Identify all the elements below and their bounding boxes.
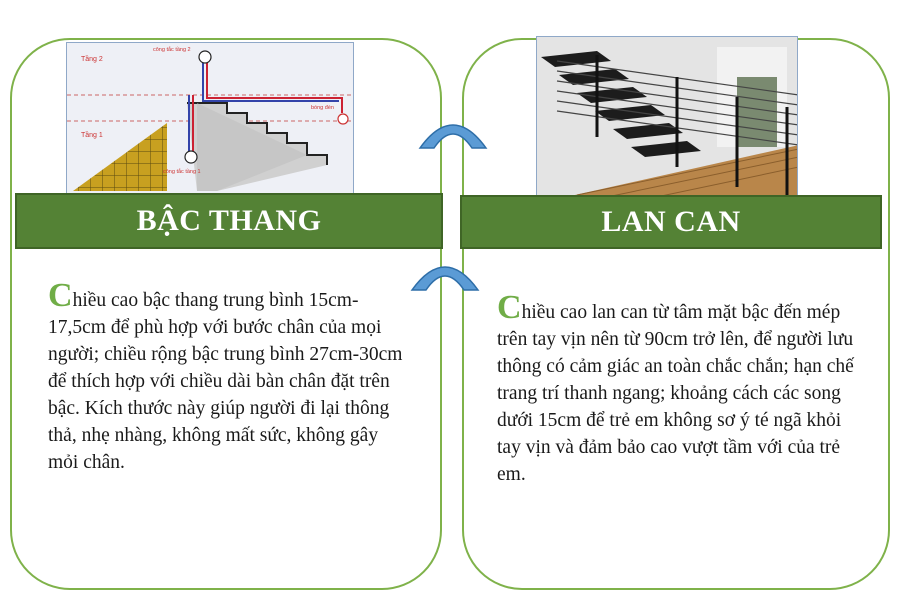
- diagram-lamp-label: bóng đèn: [311, 105, 334, 111]
- railing-dropcap: C: [497, 289, 522, 326]
- railing-description-text: hiều cao lan can từ tâm mặt bậc đến mép trên tay vịn nên từ 90cm trở lên, để người lưu thông có cảm giác an toàn chắc chắn; hạn chế trang trí thanh ngang; khoảng cách các song dưới 15cm để trẻ em không sơ ý té ngã khỏi tay vịn và đảm bảo cao vượt tầm với của trẻ em.: [497, 302, 854, 485]
- stairs-dropcap: C: [48, 277, 73, 314]
- railing-title: LAN CAN: [601, 205, 741, 238]
- stairs-description-text: hiều cao bậc thang trung bình 15cm-17,5cm để phù hợp với bước chân của mọi người; chiều rộng bậc trung bình 27cm-30cm để thích hợp với chiều dài bàn chân đặt trên bậc. Kích thước này giúp người đi lại thông thả, nhẹ nhàng, không mất sức, không gây mỏi chân.: [48, 290, 403, 473]
- railing-photo: [536, 36, 798, 198]
- railing-title-banner: [460, 195, 882, 249]
- diagram-switch-top-label: công tắc tầng 2: [153, 47, 191, 53]
- connector-arch-bottom-icon: [400, 250, 490, 298]
- connector-arch-top-icon: [408, 108, 498, 156]
- stair-wiring-diagram: [66, 42, 354, 194]
- diagram-floor2-label: Tầng 2: [81, 56, 103, 63]
- diagram-switch-bottom-label: công tắc tầng 1: [163, 169, 201, 175]
- railing-description: [497, 289, 867, 488]
- stairs-title: BẬC THANG: [136, 204, 322, 237]
- diagram-floor1-label: Tầng 1: [81, 132, 103, 139]
- stairs-title-banner: [15, 193, 443, 249]
- stairs-description: [48, 277, 408, 476]
